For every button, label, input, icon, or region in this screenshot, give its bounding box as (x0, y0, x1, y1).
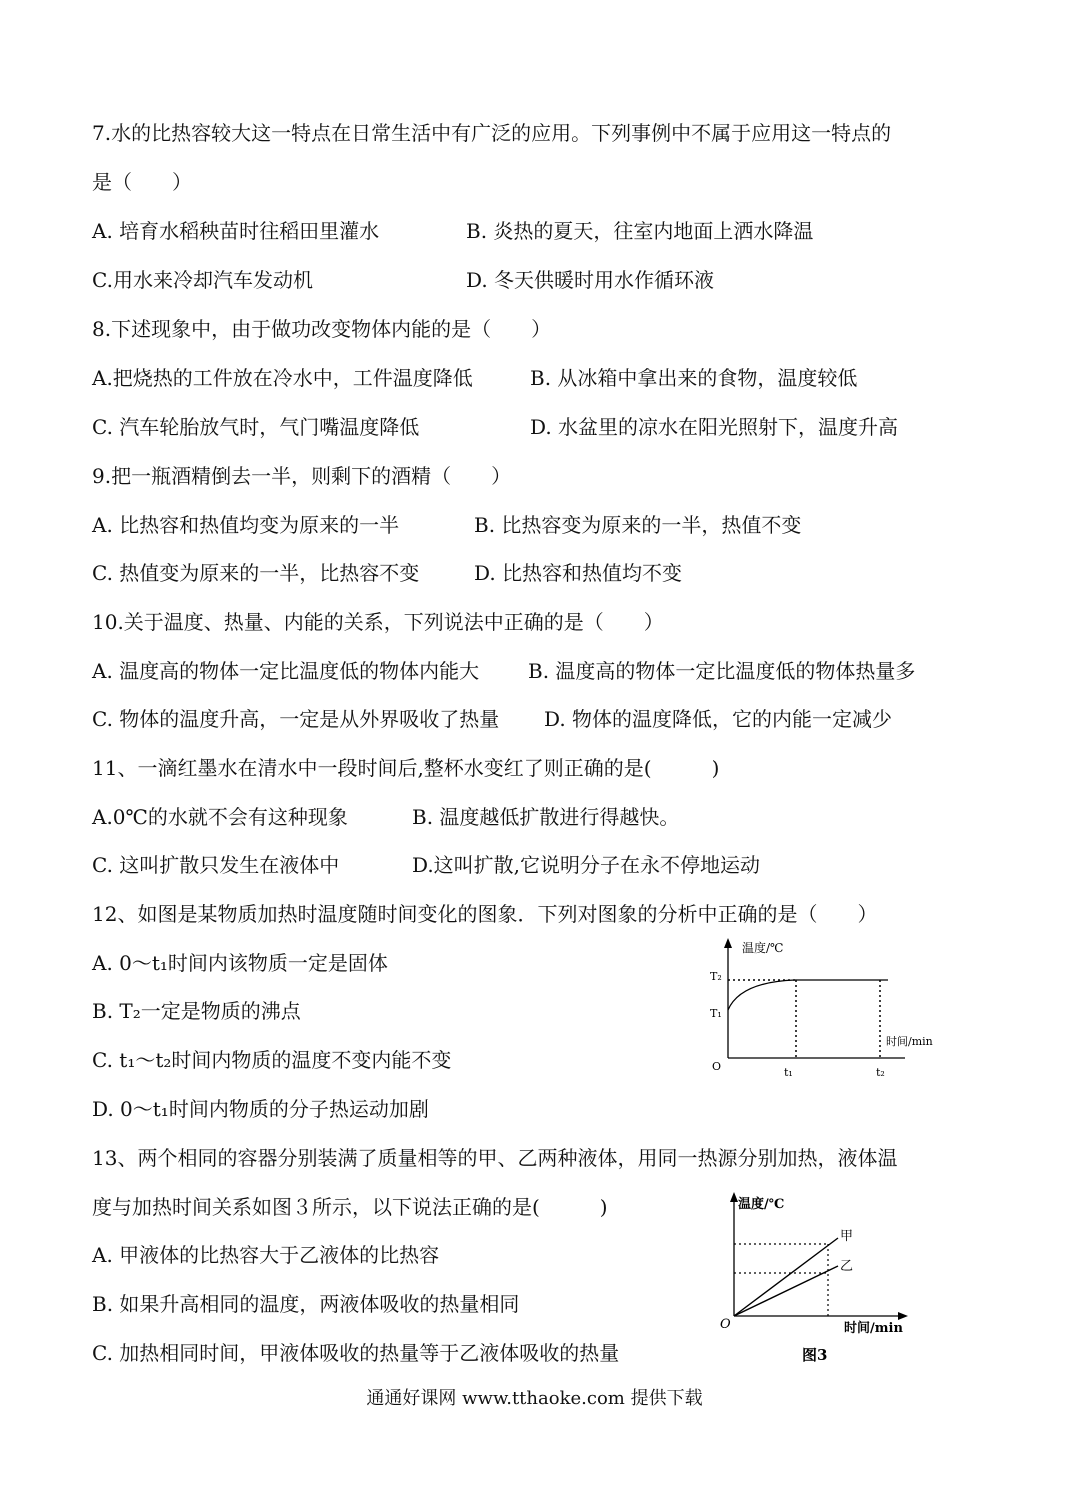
q9-option-a: A. 比热容和热值均变为原来的一半 (92, 513, 400, 537)
q8-option-c: C. 汽车轮胎放气时，气门嘴温度降低 (92, 415, 420, 439)
q13-jia-line (734, 1238, 838, 1316)
q13-figure-3 (716, 1188, 916, 1368)
q12-option-b: B. T₂一定是物质的沸点 (92, 999, 301, 1023)
q13-origin: O (720, 1317, 731, 1332)
q10-option-a: A. 温度高的物体一定比温度低的物体内能大 (92, 659, 480, 683)
q8-stem: 8.下述现象中，由于做功改变物体内能的是（ ） (92, 317, 552, 341)
q13-option-c: C. 加热相同时间，甲液体吸收的热量等于乙液体吸收的热量 (92, 1341, 620, 1365)
q10-stem: 10.关于温度、热量、内能的关系，下列说法中正确的是（ ） (92, 610, 664, 634)
q12-y-axis-arrow (724, 938, 732, 948)
q12-T2-label: T₂ (710, 970, 722, 983)
q12-t1-label: t₁ (784, 1066, 793, 1079)
q11-option-c: C. 这叫扩散只发生在液体中 (92, 853, 340, 877)
q13-option-a: A. 甲液体的比热容大于乙液体的比热容 (92, 1243, 440, 1267)
page-footer: 通通好课网 www.tthaoke.com 提供下载 (366, 1388, 703, 1409)
q13-jia-label: 甲 (840, 1229, 854, 1244)
q9-option-b: B. 比热容变为原来的一半，热值不变 (474, 513, 802, 537)
q12-stem: 12、如图是某物质加热时温度随时间变化的图象．下列对图象的分析中正确的是（ ） (92, 902, 878, 926)
q8-option-d: D. 水盆里的凉水在阳光照射下，温度升高 (530, 415, 899, 439)
q7-option-d: D. 冬天供暖时用水作循环液 (466, 268, 715, 292)
q10-option-d: D. 物体的温度降低，它的内能一定减少 (544, 707, 893, 731)
q12-option-c: C. t₁～t₂时间内物质的温度不变内能不变 (92, 1048, 452, 1072)
q11-option-a: A.0℃的水就不会有这种现象 (92, 805, 348, 829)
q12-x-label: 时间/min (886, 1035, 933, 1048)
q11-stem: 11、一滴红墨水在清水中一段时间后,整杯水变红了则正确的是( ) (92, 756, 720, 780)
q7-stem-line1: 7.水的比热容较大这一特点在日常生活中有广泛的应用。下列事例中不属于应用这一特点的 (92, 121, 892, 145)
q9-option-d: D. 比热容和热值均不变 (474, 561, 683, 585)
q7-option-b: B. 炎热的夏天，往室内地面上洒水降温 (466, 219, 814, 243)
q10-option-c: C. 物体的温度升高，一定是从外界吸收了热量 (92, 707, 500, 731)
q13-yi-label: 乙 (840, 1259, 854, 1274)
q7-option-a: A. 培育水稻秧苗时往稻田里灌水 (92, 219, 380, 243)
q13-x-axis-arrow (898, 1312, 908, 1320)
q13-y-axis-arrow (730, 1192, 738, 1202)
q12-y-label: 温度/℃ (742, 941, 784, 955)
q8-option-a: A.把烧热的工件放在冷水中，工件温度降低 (92, 366, 473, 390)
q7-stem-line2: 是（ ） (92, 170, 192, 194)
q9-option-c: C. 热值变为原来的一半，比热容不变 (92, 561, 420, 585)
q13-x-label: 时间/min (844, 1321, 903, 1336)
q8-option-b: B. 从冰箱中拿出来的食物，温度较低 (530, 366, 858, 390)
q11-option-d: D.这叫扩散,它说明分子在永不停地运动 (412, 853, 761, 877)
q12-t2-label: t₂ (876, 1066, 885, 1079)
q12-option-a: A. 0～t₁时间内该物质一定是固体 (92, 951, 388, 975)
q9-stem: 9.把一瓶酒精倒去一半，则剩下的酒精（ ） (92, 464, 512, 488)
q13-option-b: B. 如果升高相同的温度，两液体吸收的热量相同 (92, 1292, 520, 1316)
q12-T1-label: T₁ (710, 1007, 722, 1020)
q12-option-d: D. 0～t₁时间内物质的分子热运动加剧 (92, 1097, 429, 1121)
q10-option-b: B. 温度高的物体一定比温度低的物体热量多 (528, 659, 916, 683)
q13-y-label: 温度/℃ (738, 1197, 785, 1212)
q13-stem-line1: 13、两个相同的容器分别装满了质量相等的甲、乙两种液体，用同一热源分别加热，液体温 (92, 1146, 898, 1170)
q12-origin: O (712, 1060, 722, 1073)
q12-temperature-time-graph (700, 930, 950, 1085)
q12-heating-curve (728, 980, 795, 1010)
q13-stem-line2: 度与加热时间关系如图３所示，以下说法正确的是( ) (92, 1195, 608, 1219)
q13-figure-caption: 图3 (802, 1346, 828, 1364)
q7-option-c: C.用水来冷却汽车发动机 (92, 268, 313, 292)
q11-option-b: B. 温度越低扩散进行得越快。 (412, 805, 680, 829)
